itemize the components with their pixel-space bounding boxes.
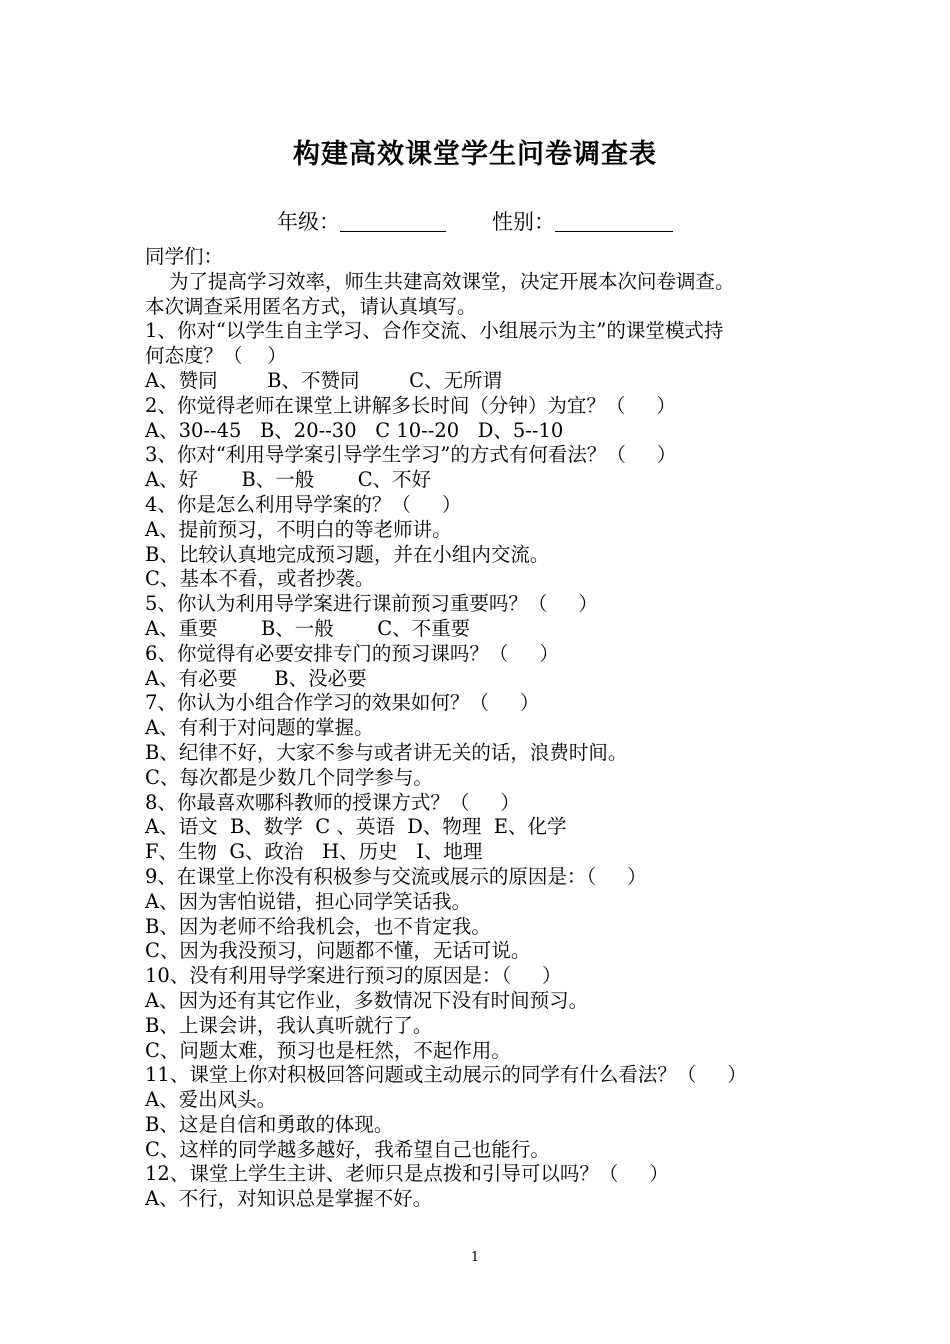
question-line: 1、你对“以学生自主学习、合作交流、小组展示为主”的课堂模式持 bbox=[145, 319, 724, 343]
question-line: 3、你对“利用导学案引导学生学习”的方式有何看法？（ ） bbox=[145, 443, 677, 467]
gender-label: 性别： bbox=[492, 210, 555, 234]
option-line: A、爱出风头。 bbox=[145, 1088, 277, 1112]
option-line: F、生物 G、政治 H、历史 I、地理 bbox=[145, 840, 483, 864]
option-line: A、重要 B、一般 C、不重要 bbox=[145, 616, 471, 640]
grade-blank[interactable] bbox=[340, 209, 446, 232]
option-line: B、比较认真地完成预习题，并在小组内交流。 bbox=[145, 542, 550, 566]
student-info-row bbox=[0, 206, 950, 236]
gender-blank[interactable] bbox=[555, 209, 673, 232]
option-line: A、赞同 B、不赞同 C、无所谓 bbox=[145, 368, 503, 392]
option-line: C、基本不看，或者抄袭。 bbox=[145, 567, 375, 591]
option-line: B、上课会讲，我认真听就行了。 bbox=[145, 1013, 433, 1037]
option-line: A、不行，对知识总是掌握不好。 bbox=[145, 1187, 433, 1211]
question-line: 4、你是怎么利用导学案的？（ ） bbox=[145, 492, 462, 516]
intro-line: 为了提高学习效率，师生共建高效课堂，决定开展本次问卷调查。 bbox=[169, 269, 735, 293]
question-line: 2、你觉得老师在课堂上讲解多长时间（分钟）为宜？（ ） bbox=[145, 393, 676, 417]
question-line: 5、你认为利用导学案进行课前预习重要吗？（ ） bbox=[145, 592, 598, 616]
question-line: 8、你最喜欢哪科教师的授课方式？（ ） bbox=[145, 790, 520, 814]
questionnaire-body bbox=[145, 245, 825, 1212]
option-line: A、好 B、一般 C、不好 bbox=[145, 468, 432, 492]
question-line: 10、没有利用导学案进行预习的原因是：（ ） bbox=[145, 964, 562, 988]
option-line: C、问题太难，预习也是枉然，不起作用。 bbox=[145, 1038, 511, 1062]
question-line: 9、在课堂上你没有积极参与交流或展示的原因是：（ ） bbox=[145, 864, 647, 888]
option-line: A、30--45 B、20--30 C 10--20 D、5--10 bbox=[145, 418, 564, 442]
option-line: B、纪律不好，大家不参与或者讲无关的话，浪费时间。 bbox=[145, 740, 628, 764]
option-line: B、因为老师不给我机会，也不肯定我。 bbox=[145, 914, 491, 938]
question-line: 12、课堂上学生主讲、老师只是点拨和引导可以吗？（ ） bbox=[145, 1162, 669, 1186]
option-line: C、每次都是少数几个同学参与。 bbox=[145, 765, 433, 789]
option-line: A、有必要 B、没必要 bbox=[145, 666, 367, 690]
grade-label: 年级： bbox=[277, 210, 340, 234]
option-line: A、有利于对问题的掌握。 bbox=[145, 716, 374, 740]
page-number: 1 bbox=[470, 1250, 480, 1265]
greeting: 同学们： bbox=[145, 245, 224, 268]
question-line: 7、你认为小组合作学习的效果如何？（ ） bbox=[145, 691, 540, 715]
option-line: B、这是自信和勇敢的体现。 bbox=[145, 1112, 394, 1136]
option-line: C、这样的同学越多越好，我希望自己也能行。 bbox=[145, 1137, 550, 1161]
intro-line: 本次调查采用匿名方式，请认真填写。 bbox=[145, 294, 477, 318]
option-line: A、提前预习，不明白的等老师讲。 bbox=[145, 517, 452, 541]
option-line: C、因为我没预习，问题都不懂，无话可说。 bbox=[145, 939, 531, 963]
question-line: 6、你觉得有必要安排专门的预习课吗？（ ） bbox=[145, 641, 559, 665]
option-line: 何态度？（ ） bbox=[145, 344, 287, 368]
option-line: A、因为还有其它作业，多数情况下没有时间预习。 bbox=[145, 988, 589, 1012]
option-line: A、因为害怕说错，担心同学笑话我。 bbox=[145, 889, 472, 913]
option-line: A、语文 B、数学 C 、英语 D、物理 E、化学 bbox=[145, 815, 567, 839]
question-line: 11、课堂上你对积极回答问题或主动展示的同学有什么看法？（ ） bbox=[145, 1063, 747, 1087]
document-title: 构建高效课堂学生问卷调查表 bbox=[293, 139, 657, 170]
